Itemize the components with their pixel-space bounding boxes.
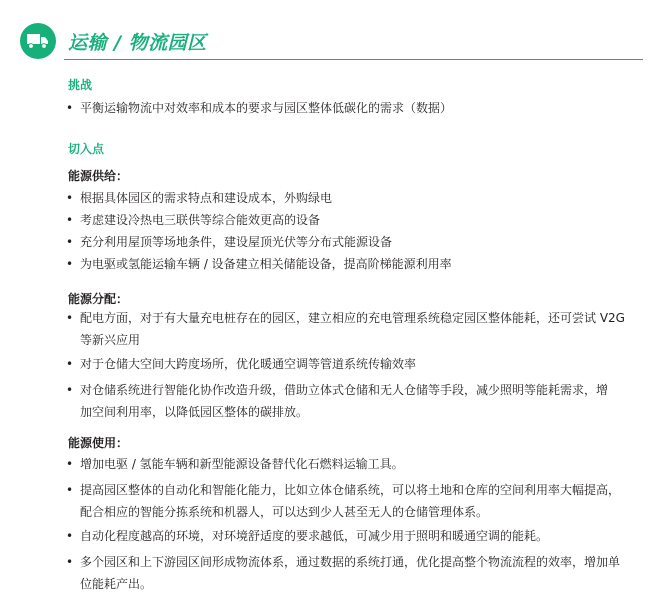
distribution-heading: 能源分配： bbox=[68, 292, 129, 306]
section-header bbox=[20, 23, 643, 59]
truck-icon bbox=[20, 23, 56, 59]
list-item: • 对仓储系统进行智能化协作改造升级，借助立体式仓储和无人仓储等手段，减少照明等能耗需求，增 加空间利用率，以降低园区整体的碳排放。 bbox=[66, 383, 609, 419]
list-item: • 对于仓储大空间大跨度场所，优化暖通空调等管道系统传输效率 bbox=[66, 357, 417, 371]
list-item: • 充分利用屋顶等场地条件，建设屋顶光伏等分布式能源设备 bbox=[66, 235, 393, 249]
list-item: • 考虑建设冷热电三联供等综合能效更高的设备 bbox=[66, 213, 321, 227]
list-item: • 配电方面，对于有大量充电桩存在的园区，建立相应的充电管理系统稳定园区整体能耗，还可尝试 V2G 等新兴应用 bbox=[66, 311, 625, 347]
bullet: • bbox=[66, 101, 74, 115]
list-item: • 为电驱或氢能运输车辆 / 设备建立相关储能设备，提高阶梯能源利用率 bbox=[66, 257, 452, 271]
entry-heading: 切入点 bbox=[68, 142, 105, 156]
supply-heading: 能源供给： bbox=[68, 169, 129, 183]
list-item: • 平衡运输物流中对效率和成本的要求与园区整体低碳化的需求（数据） bbox=[68, 97, 648, 119]
challenge-heading: 挑战 bbox=[68, 78, 93, 92]
title-divider bbox=[64, 59, 643, 60]
list-item: • 自动化程度越高的环境，对环境舒适度的要求越低，可减少用于照明和暖通空调的能耗。 bbox=[66, 529, 549, 543]
list-item: • 根据具体园区的需求特点和建设成本，外购绿电 bbox=[66, 191, 333, 205]
usage-heading: 能源使用： bbox=[68, 436, 129, 450]
page-title: 运输 / 物流园区 bbox=[68, 32, 207, 54]
list-item: • 提高园区整体的自动化和智能化能力，比如立体仓储系统，可以将土地和仓库的空间利用率大幅提高， 配合相应的智能分拣系统和机器人，可以达到少人甚至无人的仓储管理体系。 bbox=[66, 483, 621, 519]
list-item: • 增加电驱 / 氢能车辆和新型能源设备替代化石燃料运输工具。 bbox=[66, 457, 404, 471]
list-item: • 多个园区和上下游园区间形成物流体系，通过数据的系统打通，优化提高整个物流流程的效率，增加单 位能耗产出。 bbox=[66, 555, 621, 591]
